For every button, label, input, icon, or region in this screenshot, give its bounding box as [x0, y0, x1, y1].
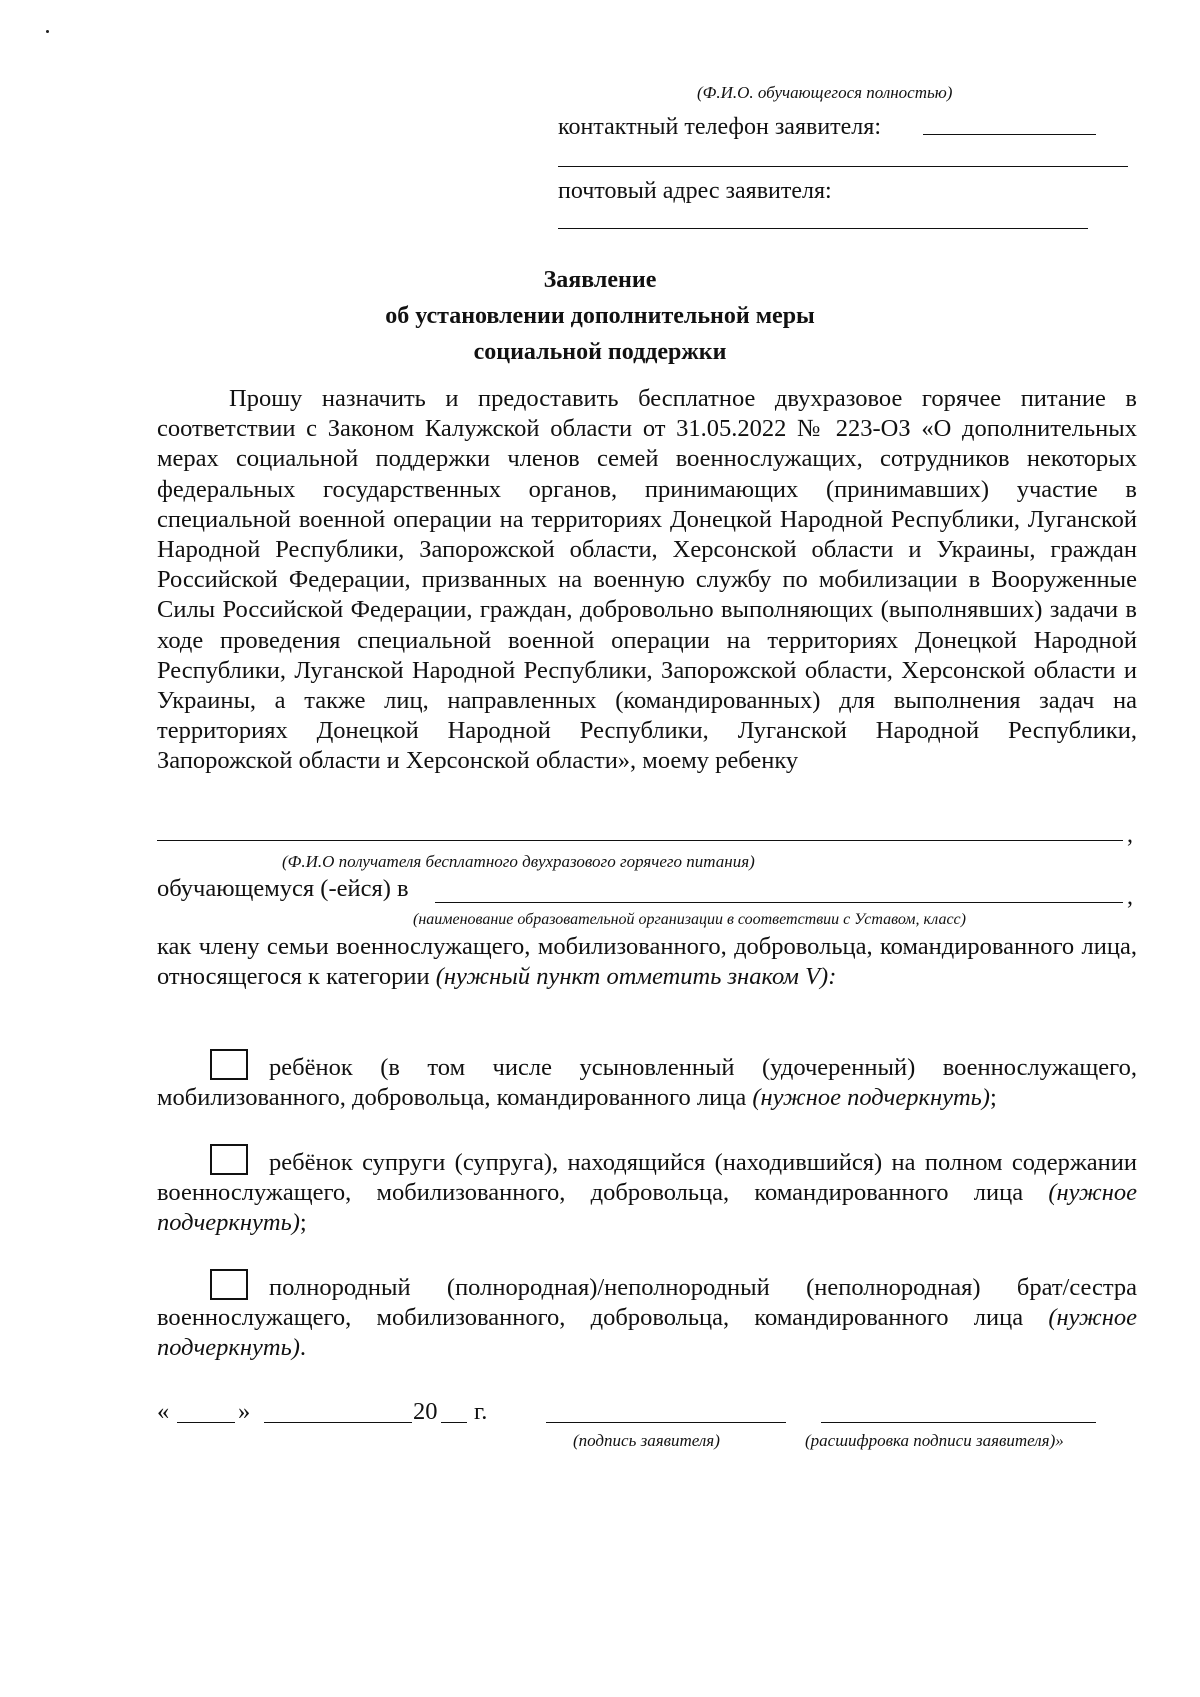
category-text: как члену семьи военнослужащего, мобилизованного, добровольца, командированного лица, относящегося к категории	[157, 933, 1137, 991]
option-2-end: ;	[299, 1209, 307, 1237]
organization-caption: (наименование образовательной организации в соответствии с Уставом, класс)	[413, 911, 966, 928]
signature-decode-field[interactable]	[821, 1422, 1096, 1423]
date-year-suffix: г.	[474, 1398, 488, 1425]
option-3-hint: (нужное подчеркнуть)	[157, 1304, 1137, 1362]
signature-decode-caption: (расшифровка подписи заявителя)»	[805, 1431, 1064, 1450]
title-line-3: социальной поддержки	[473, 339, 727, 365]
date-year-prefix: 20	[413, 1398, 438, 1425]
option-2-text: ребёнок супруги (супруга), находящийся (находившийся) на полном содержании военнослужащего, мобилизованного, добровольца, командированного лица	[157, 1149, 1137, 1207]
date-day-field[interactable]	[177, 1422, 235, 1423]
request-text: Прошу назначить и предоставить бесплатное двухразовое горячее питание в соответствии с Законом Калужской области от 31.05.2022 № 223-ОЗ «О дополнительных мерах социальной поддержки членов семей военнослужащих, сотрудников некоторых федеральных государственных органов, принимающих (принимавших) участие в специальной военной операции на территориях Донецкой Народной Республики, Луганской Народной Республики, Запорожской области, Херсонской области и Украины, граждан Российской Федерации, призванных на военную службу по мобилизации в Вооруженные Силы Российской Федерации, граждан, добровольно выполняющих (выполнявших) задачи в ходе проведения специальной военной операции на территориях Донецкой Народной Республики, Луганской Народной Республики, Запорожской области, Херсонской области и Украины, а также лиц, направленных (командированных) для выполнения задач на территориях Донецкой Народной Республики, Луганской Народной Республики, Запорожской области и Херсонской области», моему ребенку	[157, 385, 1137, 775]
option-1-hint: (нужное подчеркнуть)	[752, 1084, 990, 1112]
option-2-hint: (нужное подчеркнуть)	[157, 1179, 1137, 1237]
category-paragraph	[157, 932, 1137, 992]
option-3	[157, 1273, 1137, 1364]
comma-1: ,	[1127, 822, 1133, 848]
organization-field[interactable]	[435, 902, 1123, 903]
date-year-field[interactable]	[441, 1422, 467, 1423]
address-label: почтовый адрес заявителя:	[558, 178, 832, 204]
option-1	[157, 1053, 1137, 1113]
category-hint: (нужный пункт отметить знаком V):	[435, 963, 837, 991]
recipient-name-field[interactable]	[157, 840, 1123, 841]
title-line-2: об установлении дополнительной меры	[385, 303, 815, 329]
scan-speck	[46, 30, 49, 33]
signature-caption: (подпись заявителя)	[573, 1431, 720, 1450]
phone-field-line-2[interactable]	[558, 166, 1128, 167]
phone-label: контактный телефон заявителя:	[558, 114, 881, 140]
request-paragraph	[157, 384, 1137, 777]
option-1-end: ;	[989, 1084, 997, 1112]
document-title	[0, 262, 1200, 370]
recipient-caption: (Ф.И.О получателя бесплатного двухразового горячего питания)	[282, 852, 755, 871]
comma-2: ,	[1127, 884, 1133, 910]
fio-caption: (Ф.И.О. обучающегося полностью)	[697, 83, 953, 102]
option-1-text: ребёнок (в том числе усыновленный (удочеренный) военнослужащего, мобилизованного, добровольца, командированного лица	[157, 1054, 1137, 1112]
student-label: обучающемуся (-ейся) в	[157, 875, 409, 902]
phone-field[interactable]	[923, 134, 1096, 135]
address-field[interactable]	[558, 228, 1088, 229]
date-month-field[interactable]	[264, 1422, 412, 1423]
date-quote-open: «	[157, 1398, 170, 1425]
option-3-text: полнородный (полнородная)/неполнородный (неполнородная) брат/сестра военнослужащего, мобилизованного, добровольца, командированного лица	[157, 1274, 1137, 1332]
option-2	[157, 1148, 1137, 1239]
date-quote-close: »	[238, 1398, 251, 1425]
signature-field[interactable]	[546, 1422, 786, 1423]
title-line-1: Заявление	[543, 267, 657, 293]
option-3-end: .	[299, 1334, 306, 1362]
